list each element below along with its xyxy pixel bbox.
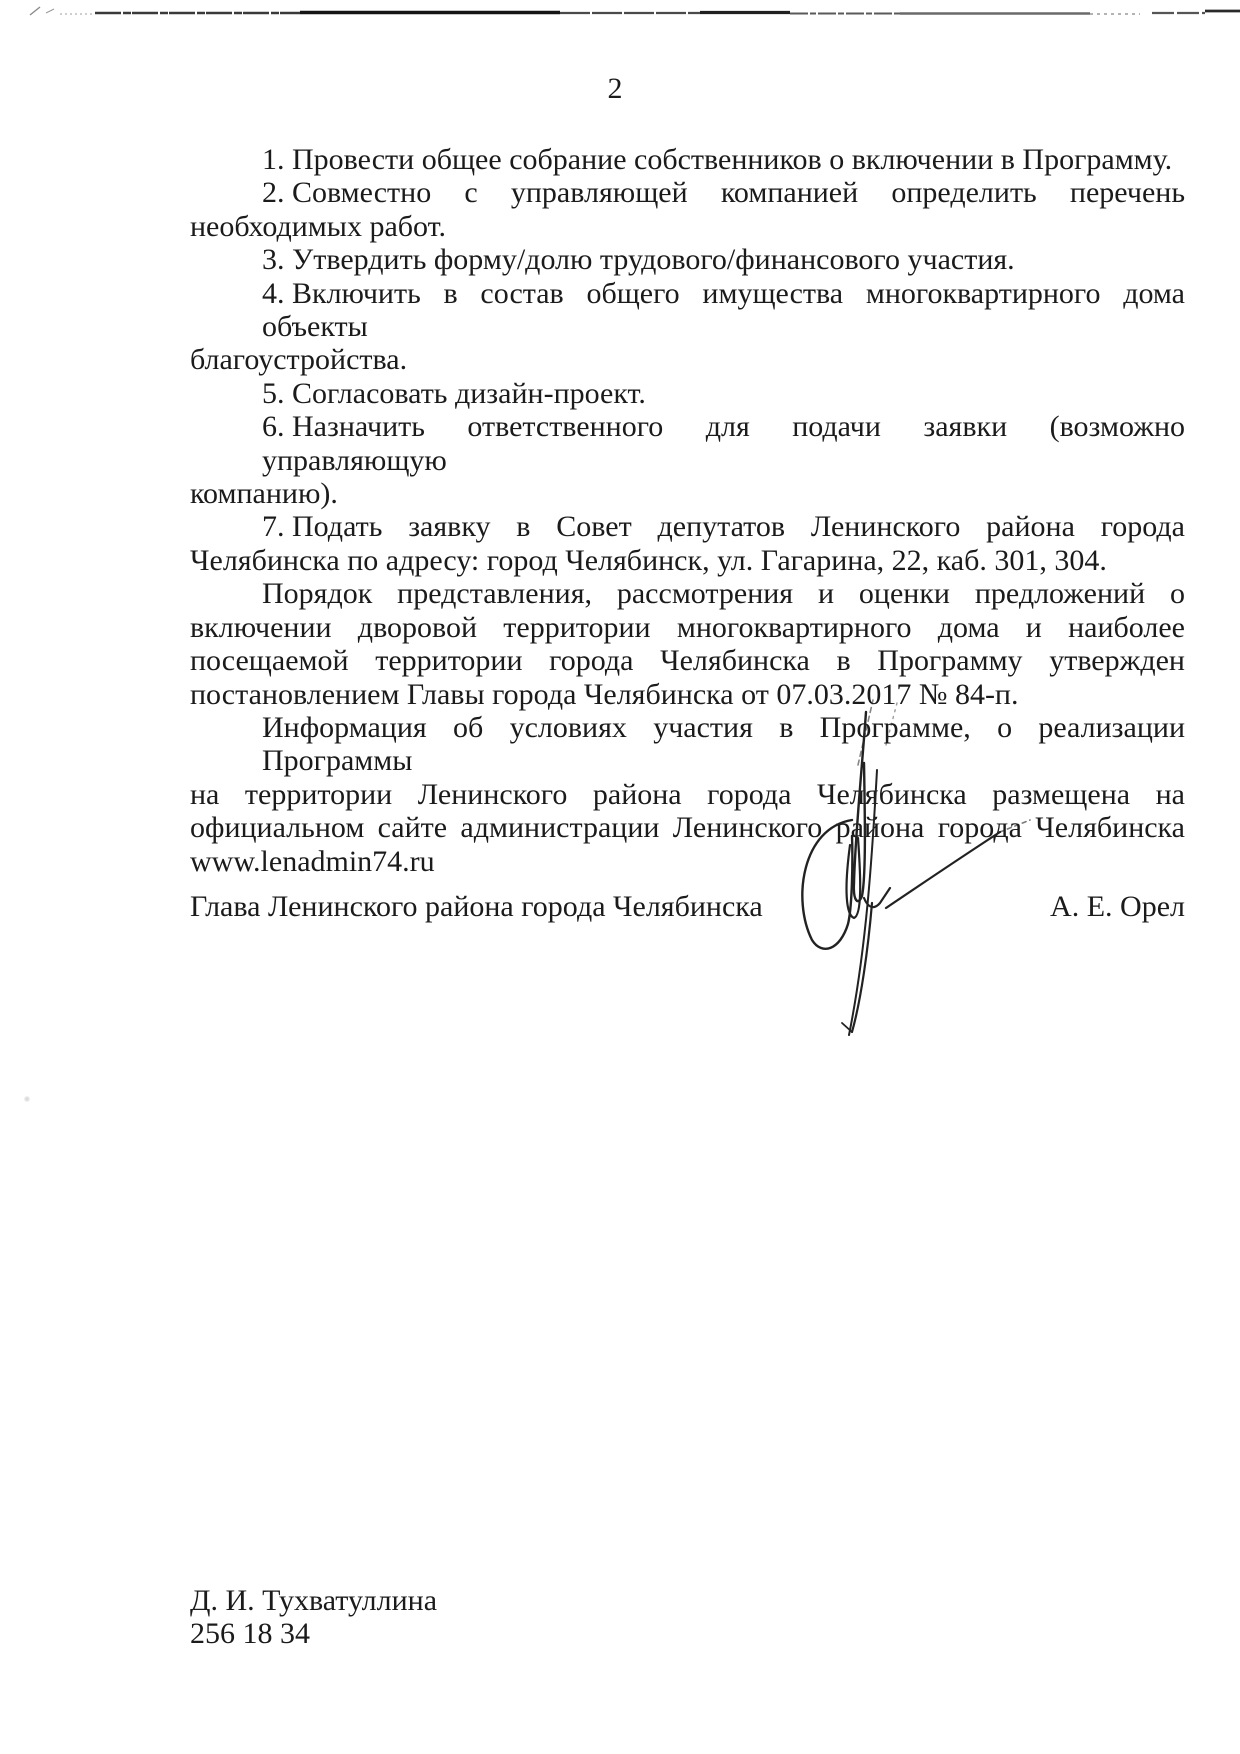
list-number: 3. — [262, 243, 292, 277]
text-line: 5. Согласовать дизайн-проект. — [262, 376, 646, 410]
executor-name: Д. И. Тухватуллина — [190, 1584, 438, 1617]
text-line: 7. Подать заявку в Совет депутатов Ленинского района города — [262, 510, 1185, 544]
text-line: благоустройства. — [190, 343, 408, 377]
text-line: включении дворовой территории многоквартирного дома и наиболее — [190, 610, 1185, 644]
text-line: Порядок представления, рассмотрения и оценки предложений о — [262, 577, 1185, 611]
text-line: официальном сайте администрации Ленинского района города Челябинска — [190, 811, 1185, 845]
list-number: 5. — [262, 376, 292, 410]
text-line: постановлением Главы города Челябинска от 07.03.2017 № 84-п. — [190, 677, 1019, 711]
text-line: 1. Провести общее собрание собственников о включении в Программу. — [262, 143, 1173, 176]
list-number: 2. — [262, 176, 292, 210]
text-line: на территории Ленинского района города Челябинска размещена на — [190, 777, 1185, 811]
list-number: 4. — [262, 276, 292, 310]
text-line: Челябинска по адресу: город Челябинск, ул. Гагарина, 22, каб. 301, 304. — [190, 543, 1107, 577]
scan-speck — [24, 1096, 30, 1102]
text-line: компанию). — [190, 477, 338, 511]
signatory-title: Глава Ленинского района города Челябинска — [190, 890, 763, 923]
text-line: Информация об условиях участия в Программе, о реализации Программы — [262, 710, 1185, 778]
text-line: www.lenadmin74.ru — [190, 844, 435, 878]
executor-phone: 256 18 34 — [190, 1616, 310, 1650]
scan-artifact-line — [0, 0, 1240, 24]
footer-contact — [190, 1585, 437, 1650]
page-number: 2 — [607, 72, 623, 105]
list-number: 1. — [262, 143, 292, 176]
signatory-name: А. Е. Орел — [1050, 890, 1185, 923]
text-line: 3. Утвердить форму/долю трудового/финансового участия. — [262, 243, 1015, 277]
list-number: 7. — [262, 510, 292, 544]
list-number: 6. — [262, 410, 292, 444]
text-line: посещаемой территории города Челябинска в Программу утвержден — [190, 644, 1185, 678]
text-line: необходимых работ. — [190, 209, 446, 243]
text-line: 4. Включить в состав общего имущества многоквартирного дома объекты — [262, 276, 1185, 344]
signature-scribble-icon — [778, 668, 1048, 1053]
text-line: 2. Совместно с управляющей компанией определить перечень — [262, 176, 1185, 210]
text-line: 6. Назначить ответственного для подачи заявки (возможно управляющую — [262, 410, 1185, 477]
